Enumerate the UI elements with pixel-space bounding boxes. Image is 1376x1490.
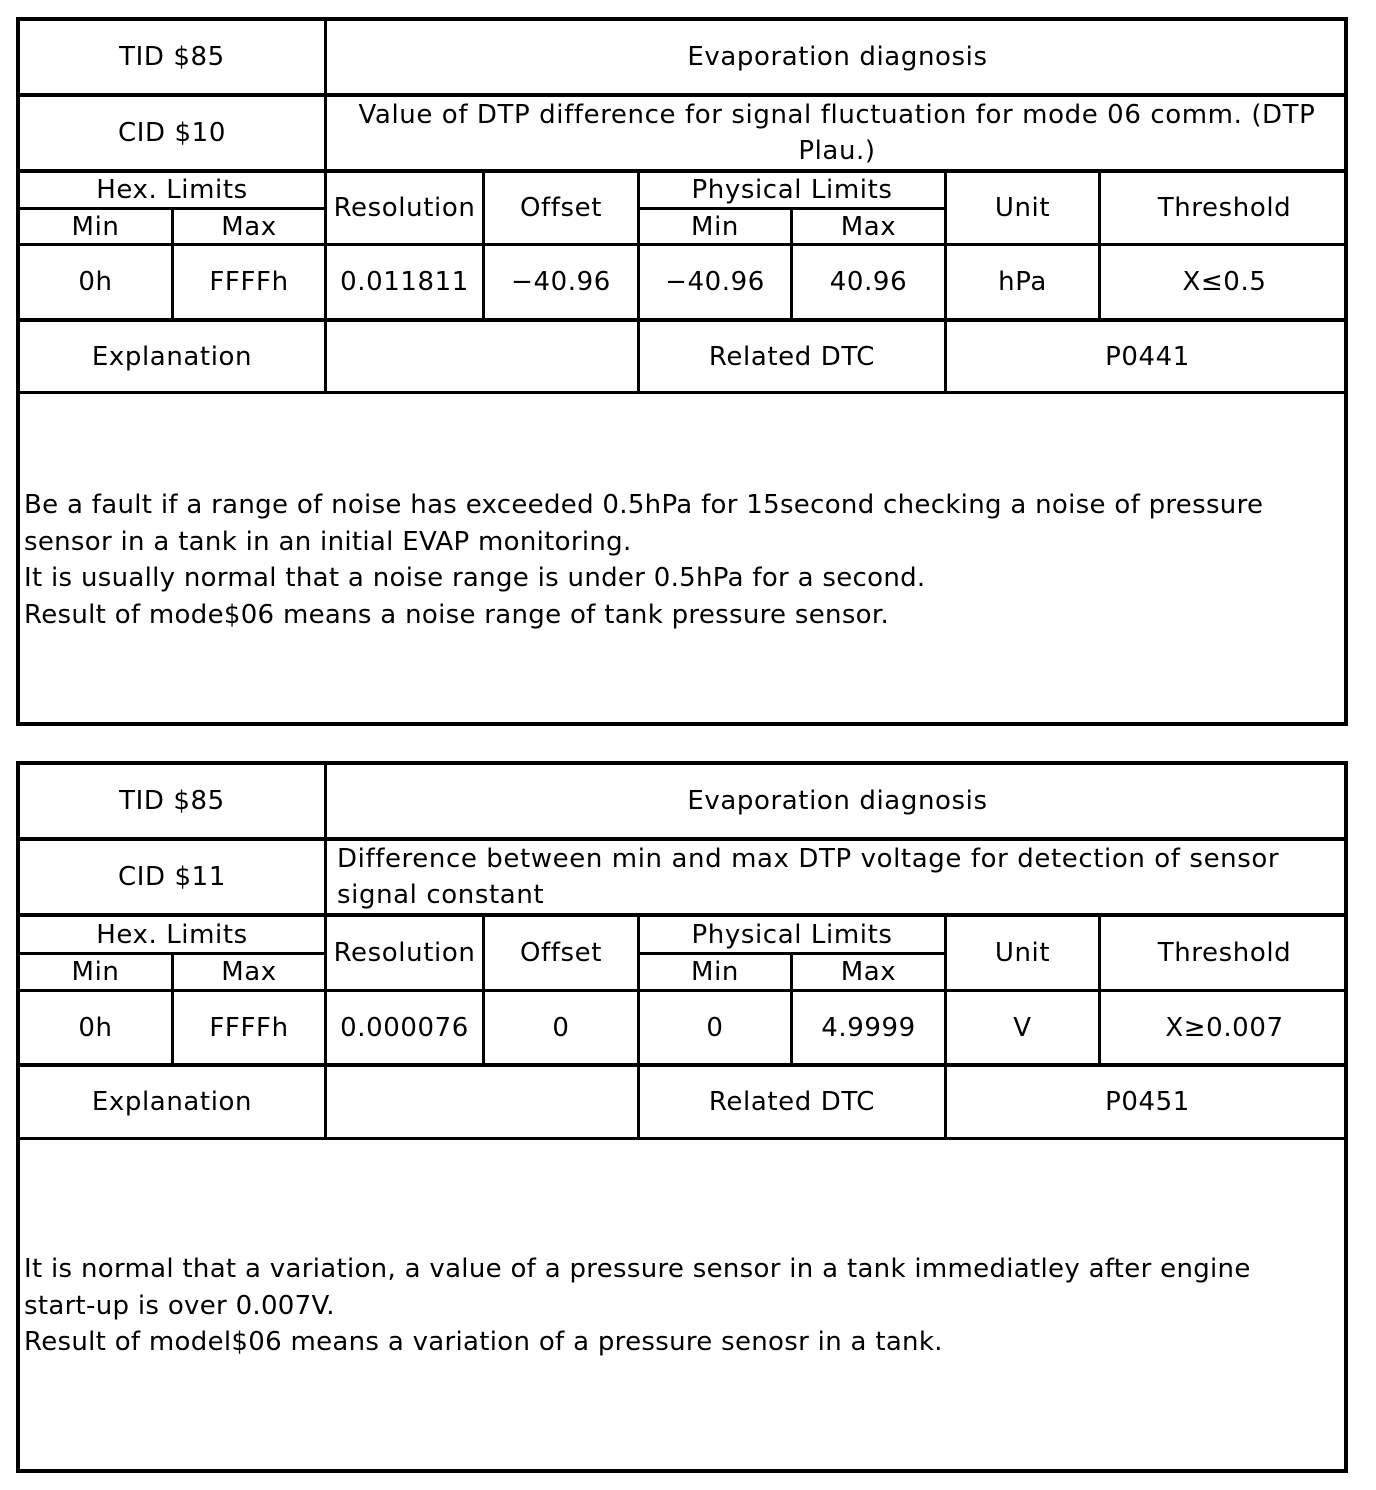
threshold-header: Threshold	[1157, 938, 1292, 968]
explanation-line: Be a fault if a range of noise has exceeded 0.5hPa for 15second checking a noise of pressure	[24, 490, 1264, 520]
cid-label: CID $10	[118, 118, 226, 148]
offset-value: 0	[552, 1012, 570, 1043]
resolution-value: 0.000076	[340, 1012, 469, 1043]
explanation-header: Explanation	[91, 1087, 253, 1117]
hex-max-header: Max	[221, 957, 277, 987]
tid-description: Evaporation diagnosis	[687, 42, 988, 72]
tid-description: Evaporation diagnosis	[687, 786, 988, 816]
explanation-line: sensor in a tank in an initial EVAP monitoring.	[24, 526, 632, 557]
explanation-line: Result of mode$06 means a noise range of tank pressure sensor.	[24, 599, 890, 630]
phys-min-header: Min	[691, 211, 739, 242]
hex-min-header: Min	[71, 211, 120, 242]
unit-header: Unit	[994, 938, 1051, 968]
phys-min-header: Min	[691, 957, 739, 987]
explanation-line: Result of model$06 means a variation of a pressure senosr in a tank.	[24, 1327, 943, 1357]
offset-header: Offset	[519, 193, 603, 223]
physical-limits-header: Physical Limits	[691, 919, 893, 950]
cid-label: CID $11	[118, 862, 226, 892]
resolution-header: Resolution	[333, 938, 476, 968]
row-divider	[20, 391, 1344, 394]
hex-limits-header: Hex. Limits	[96, 919, 248, 950]
hex-min-value: 0h	[78, 1012, 113, 1043]
related-dtc-header: Related DTC	[708, 1087, 876, 1117]
explanation-line: start-up is over 0.007V.	[24, 1290, 335, 1321]
row-divider	[20, 1137, 1344, 1140]
phys-max-header: Max	[840, 957, 897, 987]
hex-min-value: 0h	[78, 267, 113, 297]
explanation-line: It is normal that a variation, a value of a pressure sensor in a tank immediatley after engine	[24, 1254, 1251, 1284]
hex-limits-header: Hex. Limits	[96, 175, 248, 205]
diagnosis-table-cid-10	[16, 17, 1348, 726]
tid-label: TID $85	[119, 42, 225, 72]
cid-description: Difference between min and max DTP voltage for detection of sensor signal constant	[337, 844, 1280, 910]
physical-limits-header: Physical Limits	[691, 175, 893, 205]
unit-header: Unit	[994, 193, 1051, 223]
phys-max-header: Max	[840, 211, 897, 242]
explanation-text	[24, 487, 1338, 633]
threshold-header: Threshold	[1157, 193, 1292, 223]
diagnosis-table-cid-11	[16, 761, 1348, 1473]
offset-value: −40.96	[511, 267, 611, 297]
threshold-value: X≥0.007	[1165, 1012, 1284, 1043]
related-dtc-value: P0451	[1105, 1087, 1190, 1117]
phys-min-value: −40.96	[665, 267, 765, 297]
hex-min-header: Min	[71, 957, 120, 987]
hex-max-value: FFFFh	[209, 1012, 289, 1043]
explanation-text	[24, 1251, 1338, 1361]
phys-max-value: 40.96	[829, 267, 908, 297]
unit-value: V	[1013, 1012, 1032, 1043]
explanation-line: It is usually normal that a noise range is under 0.5hPa for a second.	[24, 563, 926, 593]
cid-description: Value of DTP difference for signal fluctuation for mode 06 comm. (DTP Plau.)	[358, 100, 1316, 166]
resolution-value: 0.011811	[340, 267, 469, 297]
related-dtc-header: Related DTC	[708, 341, 876, 372]
hex-max-header: Max	[221, 211, 277, 242]
explanation-value	[327, 1067, 637, 1137]
unit-value: hPa	[998, 267, 1047, 297]
offset-header: Offset	[519, 938, 603, 968]
phys-max-value: 4.9999	[821, 1012, 916, 1043]
threshold-value: X≤0.5	[1182, 267, 1267, 297]
phys-min-value: 0	[706, 1012, 724, 1043]
hex-max-value: FFFFh	[209, 267, 289, 297]
related-dtc-value: P0441	[1105, 341, 1190, 372]
explanation-header: Explanation	[91, 341, 253, 372]
resolution-header: Resolution	[333, 193, 476, 223]
tid-label: TID $85	[119, 786, 225, 816]
explanation-value	[327, 322, 637, 391]
